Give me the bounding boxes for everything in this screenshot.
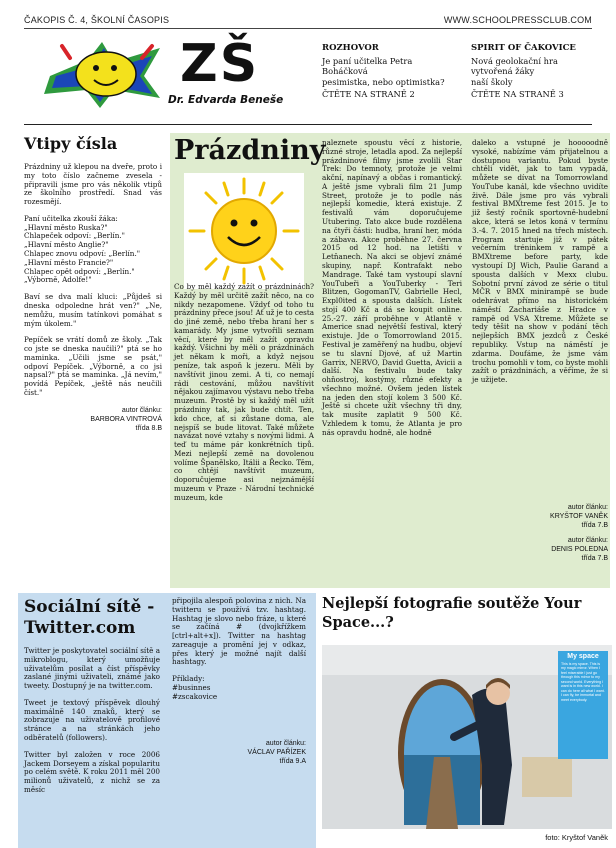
teaser-link[interactable]: ČTĚTE NA STRANĚ 2 xyxy=(322,89,415,100)
holidays-article xyxy=(170,133,610,588)
teaser-heading: SPIRIT OF ČAKOVICE xyxy=(471,43,576,53)
teaser-heading: ROZHOVOR xyxy=(322,43,379,53)
jokes-title: Vtipy čísla xyxy=(24,134,118,153)
contest-photo xyxy=(322,645,612,829)
holidays-col-3: daleko a vstupné je hooooodně vysoké, nabízíme vám přijatelnou a dostupnou variantu. Pokud byste chtěli vidět, jak to tam vypadá, můžete se dívat na Tomorrowland YouTube kanál, kde všechno uvidíte živě. Dále jsme pro vás vybrali festival BMXtreme fest 2015. Je to již šestý ročník sportovně-hudební akce, která se letos koná v termínu 3.-4. 7. 2015 hned na třech místech. Program startuje již v pátek večerním tréninkem v rampě a BMXtreme before party, kde vystoupí DJ Wich, Paulie Garand a spousta dalších v Mexx clubu. Sobotní první závod ze série o titul MČR v BMX minirampě se bude odehrávat přímo na historickém náměstí Zachariáše z Hradce v rampě od VSA Xtreme. Můžete se tedy těšit na show v podání těch nejlepších BMX jezdců z České republiky. Vstup na náměstí je zdarma. Doufáme, že jsme vám trochu pomohli v tom, co byste mohli zažít o prázdninách, a věříme, že si je užijete. xyxy=(472,138,608,385)
jokes-article xyxy=(24,134,162,433)
holidays-col-2: naleznete spoustu věcí z historie, různé stroje, letadla apod. Za nejlepší prázdninové filmy jsme zvolili Star Trek: Do temnoty, protože je velmi akční, napínavý a občas i romantický. A ještě jsme vybrali film 21 Jump Street, protože je to podle nás nejlepší komedie, která existuje. Z festivalů vám doporučujeme Utubering. Tato akce bude rozdělena na čtyři části: hudba, hraní her, móda a zábava. Akce proběhne 27. června 2015 od 12 hod. na letišti v Letňanech. Na akci se objeví známé skupiny, např. Kontrafakt nebo Mandrage. Také tam vystoupí slavní YouTubeři a YouTuberky - Teri Blitzen, GogomanTV, Gabrielle Hecl, Expl0ited a spousta dalších. Lístek stojí 400 Kč a dá se koupit online. 25.-27. září proběhne v Atlantě v Americe snad největší festival, který existuje. Jde o Tomorrowland 2015. Festival je zaměřený na hudbu, objeví se tu slavní Djové, ať už Martin Garrix, NERVO, David Guetta, Avicii a další. Na festivalu bude taky ohňostroj, kostýmy, různé efekty a všechno možné. Ovšem jeden lístek na jeden den stojí kolem 3 500 Kč. Ještě si chcete užít všechny tři dny, tak musíte zaplatit 9 500 Kč. Vzhledem k tomu, že Atlanta je pro nás opravdu hodně, ale hodně xyxy=(322,138,462,437)
jokes-intro: Prázdniny už klepou na dveře, proto i my toto číslo začneme zvesela - připravili jsme pro vás několik vtipů ze školního prostředí. Snad vás rozesmějí. xyxy=(24,162,162,207)
social-col-2: připojila alespoň polovina z nich. Na twitteru se používá tzv. hashtag. Hashtag je slovo nebo fráze, u které se začíná # (dvojkřížkem [ctrl+alt+x]). Twitter na hashtag zareaguje a promění jej v odkaz, přes který je možné najít další hashtagy. Příklady: #businnes #zscakovice xyxy=(172,596,306,701)
site-url[interactable]: WWW.SCHOOLPRESSCLUB.COM xyxy=(443,15,592,25)
issue-label: ČAKOPIS Č. 4, ŠKOLNÍ ČASOPIS xyxy=(24,15,170,25)
logo-school-name: Dr. Edvarda Beneše xyxy=(168,94,284,106)
teaser-interview[interactable] xyxy=(322,43,454,99)
teaser-text: Nová geolokační hra vytvořená žáky naší školy xyxy=(471,56,558,87)
teaser-text: Je paní učitelka Petra Boháčková pesimistka, nebo optimistka? xyxy=(322,56,445,87)
holidays-signature: autor článku: KRYŠTOF VANĚK třída 7.B autor článku: DENIS POLEDNA třída 7.B xyxy=(550,504,608,563)
social-article xyxy=(18,593,316,848)
social-title: Sociální sítě - Twitter.com xyxy=(24,597,155,638)
photo-title: Nejlepší fotografie soutěže Your Space...? xyxy=(322,595,582,631)
school-logo xyxy=(40,34,302,112)
social-signature: autor článku: VÁCLAV PAŘÍZEK třída 9.A xyxy=(247,740,306,766)
teaser-spirit[interactable] xyxy=(471,43,601,99)
logo-letters: ZŠ xyxy=(180,34,260,94)
joke-2: Baví se dva malí kluci: „Půjdeš si dneska odpoledne hrát ven?" „Ne, nemůžu, musím tatínkovi pomáhat s mým úkolem." xyxy=(24,292,162,328)
social-col-1: Twitter je poskytovatel sociální sítě a mikroblogu, který umožňuje uživatelům posílat a číst příspěvky zaslané jinými uživateli, známé jako tweety. Dostupný je na twitter.com. Tweet je textový příspěvek dlouhý maximálně 140 znaků, který se zobrazuje na uživatelově profilové stránce a na stránkách jeho odběratelů (followers). Twitter byl založen v roce 2006 Jackem Dorseyem a získal popularitu po celém světě. K roku 2011 měl 200 milionů uživatelů, z nichž se za měsíc xyxy=(24,646,160,794)
my-space-sign: My space This is my space. This is my magic mirror. When I feel miserable I just go through this mirror to my second world. Everything I want is in this new world. I can do here all what I want. I can fly, be immortal and meet everybody. xyxy=(558,651,608,759)
header-rule xyxy=(24,28,592,29)
jokes-signature: autor článku: BARBORA VINTROVÁ třída 8.B xyxy=(90,406,162,432)
joke-1: Paní učitelka zkouší žáka: „Hlavní město Ruska?" Chlapeček odpoví: „Berlín." „Hlavní město Anglie?" Chlapec znovu odpoví: „Berlín." „Hlavní město Francie?" Chlapec opět odpoví: „Berlín." „Výborně, Adolfe!" xyxy=(24,213,141,285)
teaser-link[interactable]: ČTĚTE NA STRANĚ 3 xyxy=(471,89,564,100)
joke-3: Pepíček se vrátí domů ze školy. „Tak co jste se dneska naučili?" ptá se ho maminka. „Učili jsme se psát," odpoví Pepíček. „Výborně, a co jsi napsal?" ptá se maminka. „Já nevím," povídá Pepíček, „ještě nás neučili číst." xyxy=(24,335,162,397)
photo-credit: foto: Kryštof Vaněk xyxy=(545,833,608,842)
sun-illustration xyxy=(184,173,304,289)
section-rule xyxy=(24,124,592,125)
holidays-title: Prázdniny xyxy=(174,135,326,166)
holidays-col-1: Co by měl každý zažít o prázdninách? Každý by měl určitě zažít něco, na co nikdy nezapomene. Vždyť od toho tu prázdniny přece jsou! Ať už je to cesta do jiné země, nebo třeba hraní her s kamarády. My jsme vytvořili seznam věcí, které by měl zažít opravdu každý. Všichni by měli o prázdninách jet někam k moři, a když nejsou peníze, tak aspoň k jezeru. Měli by navštívit jinou zemi. A ti, co nemají rádi cestování, můžou navštívit nějakou zajímavou výstavu nebo třeba muzeum. Prostě by si každý měl užít prázdniny tak, jak bude chtít. Ten, kdo chce, ať si zůstane doma, ale nejspíš se bude litovat. Také můžete navázat nové vztahy s novými lidmi. A teď tu máme pár konkrétních tipů. Mezi nejlepší země na dovolenou volíme Španělsko, Itálii a Řecko. Těm, co chtějí navštívit muzeum, doporučujeme asi nejznámější muzeum v Praze - Národní technické muzeum, kde xyxy=(174,282,314,502)
hashtag-examples: Příklady: #businnes #zscakovice xyxy=(172,674,218,701)
smiling-sun-icon xyxy=(184,173,304,289)
jokes-body xyxy=(24,163,162,398)
photo-article xyxy=(320,593,612,848)
